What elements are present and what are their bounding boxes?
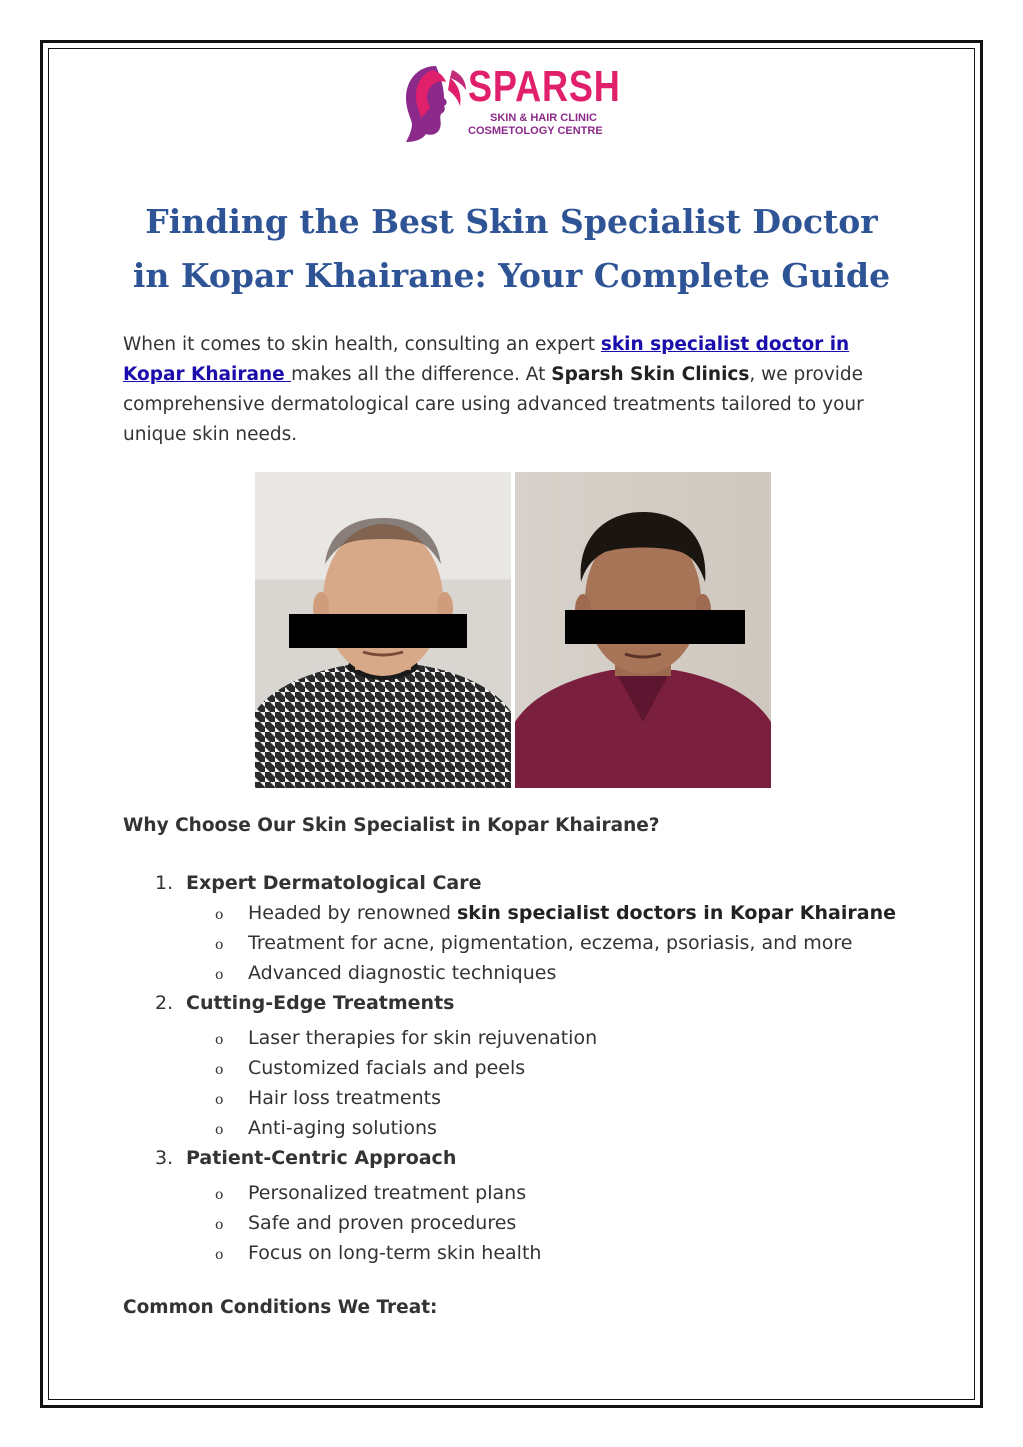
sub-item-text: Treatment for acne, pigmentation, eczema, psoriasis, and more [248, 932, 853, 954]
list-number: 3. [155, 1147, 174, 1169]
before-photo-figure [255, 472, 511, 788]
list-item [123, 1143, 923, 1173]
sub-item-text: Focus on long-term skin health [248, 1242, 542, 1264]
after-photo [515, 472, 771, 788]
list-number: 1. [155, 872, 174, 894]
logo-brand-name: SPARSH [468, 62, 621, 111]
logo-tagline-1: SKIN & HAIR CLINIC [490, 112, 597, 124]
why-choose-heading: Why Choose Our Skin Specialist in Kopar Khairane? [123, 815, 660, 836]
bullet-icon: o [215, 907, 224, 923]
list-number: 2. [155, 992, 174, 1014]
bullet-icon: o [215, 1217, 224, 1233]
reasons-list [123, 868, 923, 1268]
bullet-icon: o [215, 1187, 224, 1203]
bullet-icon: o [215, 1062, 224, 1078]
skin-specialist-link[interactable]: skin specialist doctor in Kopar Khairane [123, 334, 850, 385]
sub-item-bold: skin specialist doctors in Kopar Khairane [456, 902, 896, 924]
bullet-icon: o [215, 1092, 224, 1108]
sparsh-logo [392, 60, 642, 155]
sub-item-text: Headed by renowned [248, 902, 457, 924]
sub-item-text: Anti-aging solutions [248, 1117, 437, 1139]
list-item [123, 988, 923, 1018]
bullet-icon: o [215, 937, 224, 953]
page-title [60, 195, 963, 303]
list-item-title: Patient-Centric Approach [186, 1147, 457, 1169]
before-after-photos [255, 472, 771, 788]
after-photo-figure [515, 472, 771, 788]
page-title-line-2: in Kopar Khairane: Your Complete Guide [132, 256, 891, 295]
sub-list-item [123, 898, 923, 928]
bullet-icon: o [215, 1122, 224, 1138]
intro-text-2: makes all the difference. At [291, 364, 552, 385]
sub-list-item [123, 958, 923, 988]
sub-list-item [123, 1208, 923, 1238]
intro-text-3: , we provide comprehensive dermatological care using advanced treatments tailored to your unique skin needs. [123, 364, 864, 445]
sub-list-item [123, 1113, 923, 1143]
sub-item-text: Customized facials and peels [248, 1057, 526, 1079]
bullet-icon: o [215, 1247, 224, 1263]
sub-item-text: Advanced diagnostic techniques [248, 962, 557, 984]
sub-list-item [123, 1178, 923, 1208]
sub-list-item [123, 1083, 923, 1113]
common-conditions-heading: Common Conditions We Treat: [123, 1297, 438, 1318]
sub-list-item [123, 1053, 923, 1083]
intro-text-1: When it comes to skin health, consulting an expert [123, 334, 601, 355]
sub-item-text: Laser therapies for skin rejuvenation [248, 1027, 598, 1049]
sub-list-item [123, 1023, 923, 1053]
sub-list-item [123, 928, 923, 958]
bullet-icon: o [215, 967, 224, 983]
sub-item-text: Personalized treatment plans [248, 1182, 527, 1204]
before-photo [255, 472, 511, 788]
intro-paragraph [123, 330, 903, 450]
list-item-title: Expert Dermatological Care [186, 872, 482, 894]
clinic-name: Sparsh Skin Clinics [551, 364, 750, 385]
list-item-title: Cutting-Edge Treatments [186, 992, 455, 1014]
bullet-icon: o [215, 1032, 224, 1048]
sub-item-text: Hair loss treatments [248, 1087, 442, 1109]
logo-tagline-2: COSMETOLOGY CENTRE [468, 125, 603, 137]
woman-profile-icon [392, 60, 468, 155]
page-title-line-1: Finding the Best Skin Specialist Doctor [145, 202, 878, 241]
list-item [123, 868, 923, 898]
sub-item-text: Safe and proven procedures [248, 1212, 517, 1234]
sub-list-item [123, 1238, 923, 1268]
